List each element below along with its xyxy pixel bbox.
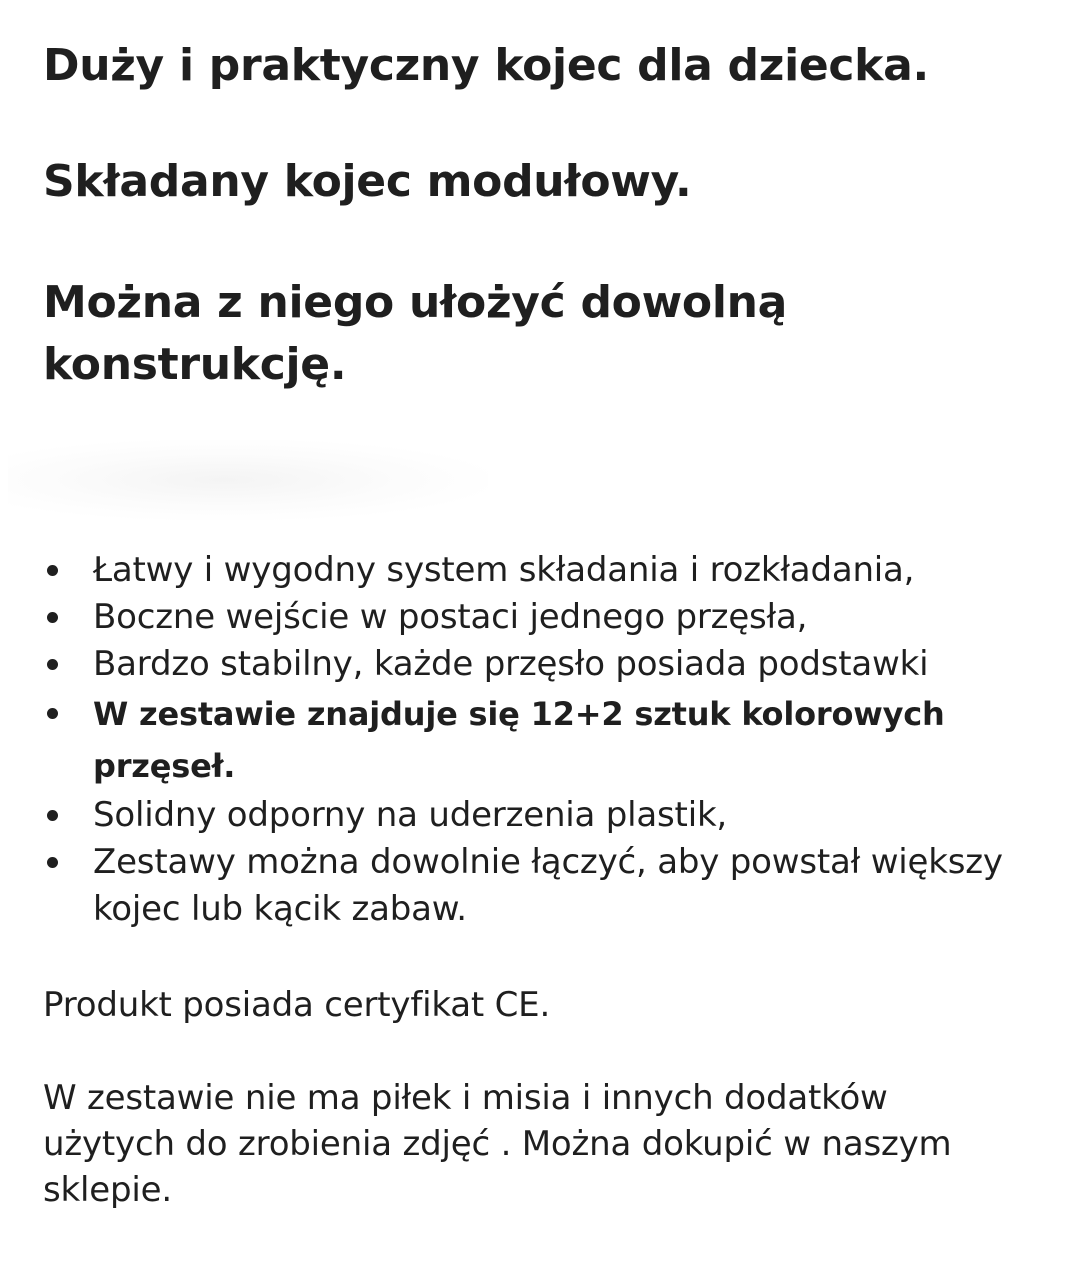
feature-text: Zestawy można dowolnie łączyć, aby powstał większy kojec lub kącik zabaw. bbox=[93, 842, 1003, 929]
heading-any-construction: Można z niego ułożyć dowolną konstrukcję. bbox=[43, 277, 788, 390]
feature-list bbox=[43, 547, 1053, 933]
bullet-icon bbox=[47, 565, 58, 576]
feature-text: Bardzo stabilny, każde przęsło posiada podstawki bbox=[93, 644, 929, 684]
feature-list-item bbox=[43, 594, 1053, 641]
bullet-icon bbox=[47, 612, 58, 623]
feature-text: Boczne wejście w postaci jednego przęsła, bbox=[93, 597, 808, 637]
bullet-icon bbox=[47, 857, 58, 868]
bullet-icon bbox=[47, 708, 58, 719]
certificate-note: Produkt posiada certyfikat CE. bbox=[43, 985, 551, 1025]
feature-text: Solidny odporny na uderzenia plastik, bbox=[93, 795, 728, 835]
feature-list-item bbox=[43, 792, 1053, 839]
feature-list-item bbox=[43, 641, 1053, 688]
feature-text: W zestawie znajduje się 12+2 sztuk kolorowych przęseł. bbox=[93, 695, 945, 785]
feature-list-item bbox=[43, 839, 1053, 933]
feature-list-item bbox=[43, 688, 1053, 792]
faded-smudge bbox=[8, 440, 488, 520]
bullet-icon bbox=[47, 810, 58, 821]
bullet-icon bbox=[47, 659, 58, 670]
accessories-note: W zestawie nie ma piłek i misia i innych dodatków użytych do zrobienia zdjęć . Można dokupić w naszym sklepie. bbox=[43, 1078, 952, 1210]
feature-list-item bbox=[43, 547, 1053, 594]
heading-large-playpen: Duży i praktyczny kojec dla dziecka. bbox=[43, 40, 929, 91]
feature-text: Łatwy i wygodny system składania i rozkładania, bbox=[93, 550, 915, 590]
heading-foldable-playpen: Składany kojec modułowy. bbox=[43, 156, 692, 207]
